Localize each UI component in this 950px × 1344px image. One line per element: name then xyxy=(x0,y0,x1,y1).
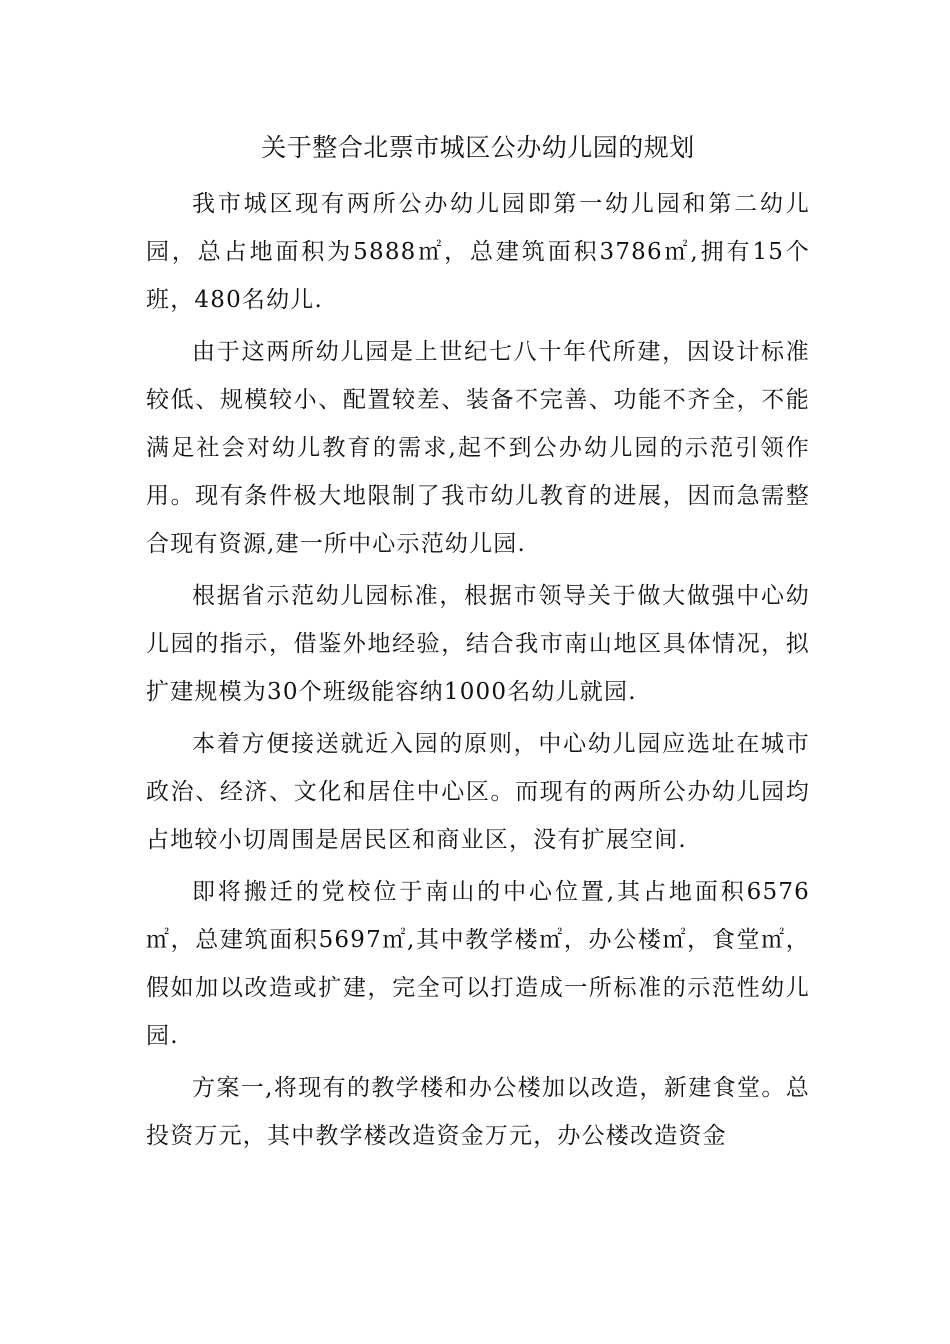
paragraph-5: 即将搬迁的党校位于南山的中心位置,其占地面积6576㎡，总建筑面积5697㎡,其中教学楼㎡，办公楼㎡，食堂㎡，假如加以改造或扩建，完全可以打造成一所标准的示范性幼儿园. xyxy=(146,879,810,1049)
paragraph-6: 方案一,将现有的教学楼和办公楼加以改造，新建食堂。总投资万元，其中教学楼改造资金万元，办公楼改造资金 xyxy=(146,1075,810,1149)
paragraph-4: 本着方便接送就近入园的原则，中心幼儿园应选址在城市政治、经济、文化和居住中心区。而现有的两所公办幼儿园均占地较小切周围是居民区和商业区，没有扩展空间. xyxy=(146,731,810,853)
document-title: 关于整合北票市城区公办幼儿园的规划 xyxy=(261,133,695,162)
paragraph-3: 根据省示范幼儿园标准，根据市领导关于做大做强中心幼儿园的指示，借鉴外地经验，结合我市南山地区具体情况，拟扩建规模为30个班级能容纳1000名幼儿就园. xyxy=(146,583,810,705)
paragraph-1: 我市城区现有两所公办幼儿园即第一幼儿园和第二幼儿园，总占地面积为5888㎡，总建筑面积3786㎡,拥有15个班，480名幼儿. xyxy=(146,191,810,313)
document-page xyxy=(146,128,810,1164)
paragraph-2: 由于这两所幼儿园是上世纪七八十年代所建，因设计标准较低、规模较小、配置较差、装备不完善、功能不齐全，不能满足社会对幼儿教育的需求,起不到公办幼儿园的示范引领作用。现有条件极大地限制了我市幼儿教育的进展，因而急需整合现有资源,建一所中心示范幼儿园. xyxy=(146,339,810,557)
